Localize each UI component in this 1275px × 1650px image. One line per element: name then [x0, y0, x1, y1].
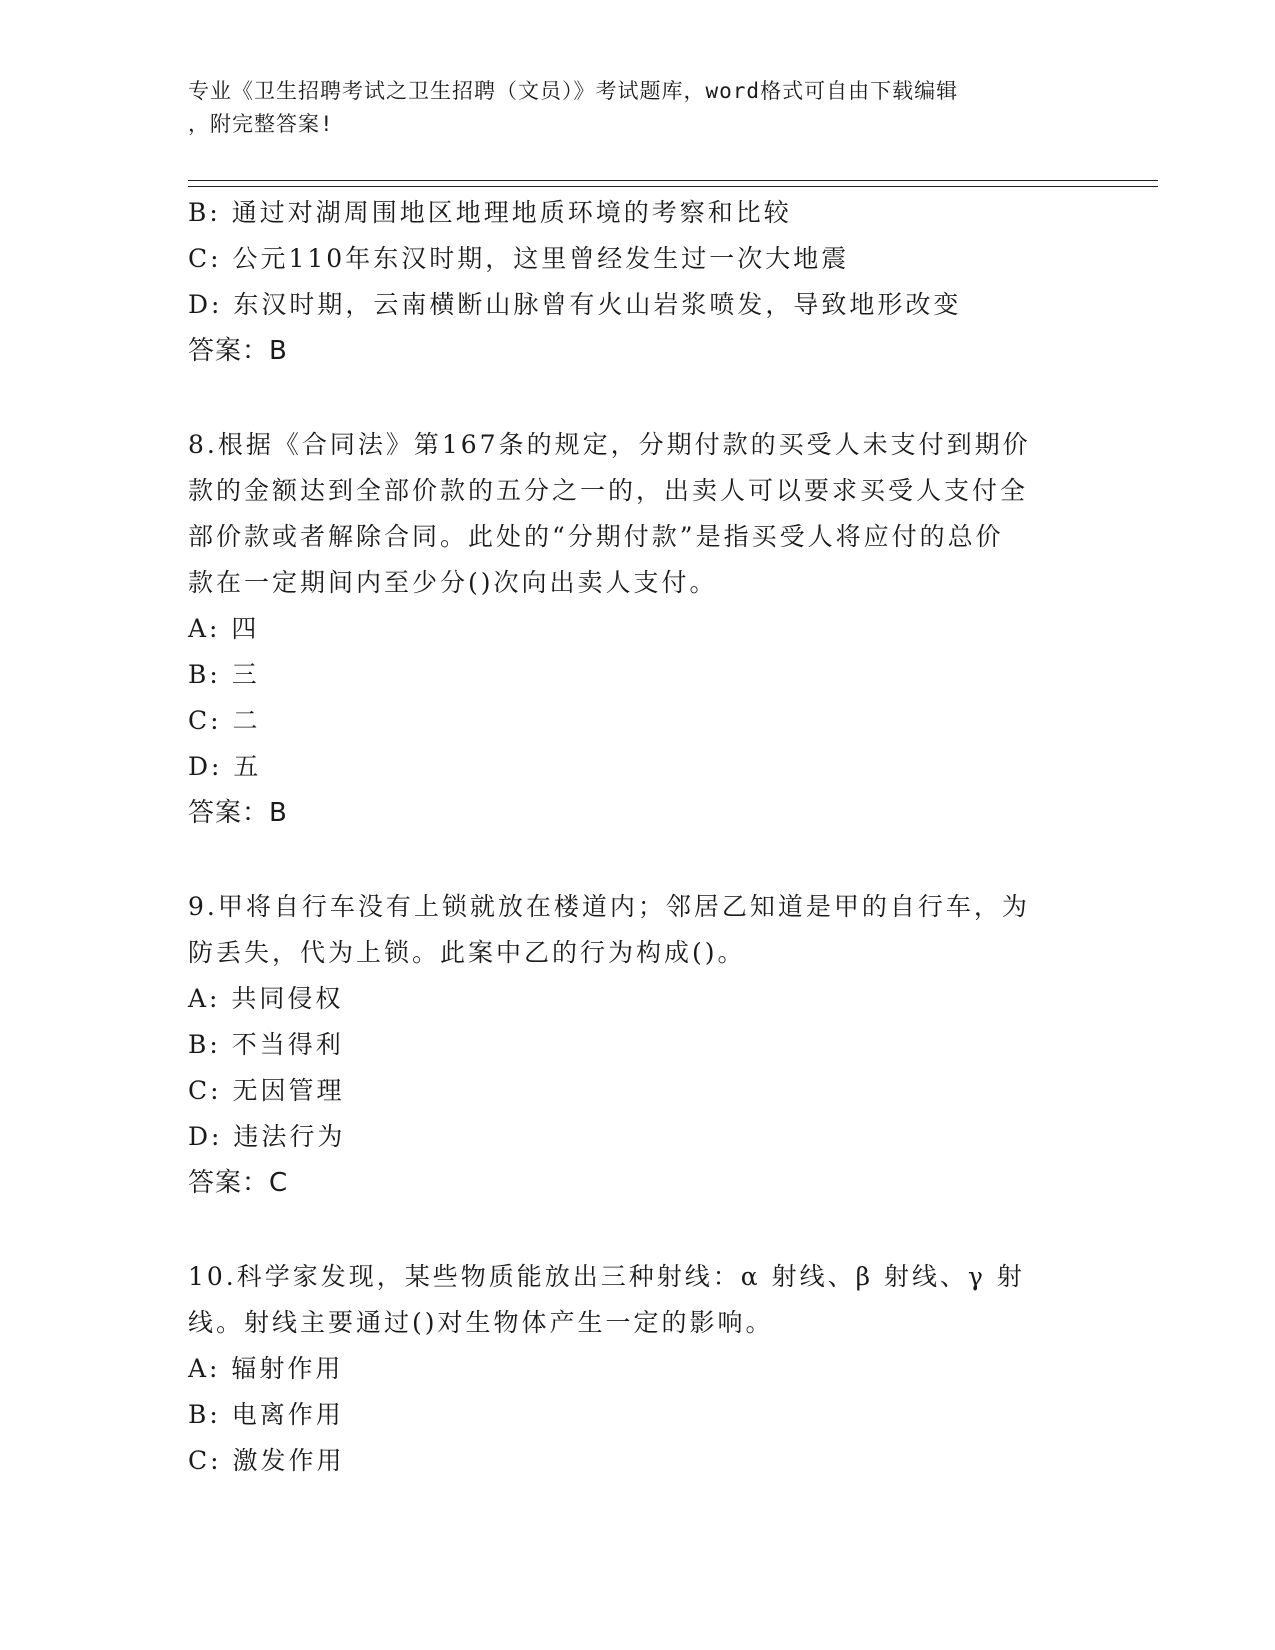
header-title-line-2: ，附完整答案! [188, 112, 334, 136]
q8-stem-line-1: 8.根据《合同法》第167条的规定，分期付款的买受人未支付到期价 [188, 430, 1031, 459]
q9-option-d: D: 违法行为 [188, 1122, 346, 1151]
q9-option-a: A: 共同侵权 [188, 984, 344, 1013]
q9-answer: 答案：C [188, 1168, 289, 1198]
q9-stem-line-1: 9.甲将自行车没有上锁就放在楼道内；邻居乙知道是甲的自行车，为 [188, 892, 1030, 921]
q7-option-d: D: 东汉时期，云南横断山脉曾有火山岩浆喷发，导致地形改变 [188, 290, 962, 319]
q8-stem-line-4: 款在一定期间内至少分()次向出卖人支付。 [188, 568, 718, 597]
q10-option-a: A: 辐射作用 [188, 1354, 344, 1383]
header-double-rule [188, 180, 1158, 187]
q10-stem-line-2: 线。射线主要通过()对生物体产生一定的影响。 [188, 1308, 774, 1337]
q8-answer: 答案：B [188, 798, 288, 828]
q8-stem-line-2: 款的金额达到全部价款的五分之一的，出卖人可以要求买受人支付全 [188, 476, 1029, 505]
spacer [188, 374, 1088, 422]
q9-option-c: C: 无因管理 [188, 1076, 345, 1105]
q10-option-b: B: 电离作用 [188, 1400, 344, 1429]
spacer [188, 1206, 1088, 1254]
q8-option-c: C: 二 [188, 706, 261, 735]
q8-option-d: D: 五 [188, 752, 262, 781]
q8-stem-line-3: 部价款或者解除合同。此处的“分期付款”是指买受人将应付的总价 [188, 522, 1004, 551]
question-9 [188, 884, 1088, 1206]
page-header [188, 75, 1088, 141]
spacer [188, 836, 1088, 884]
question-7-tail [188, 190, 1088, 374]
q7-option-b: B: 通过对湖周围地区地理地质环境的考察和比较 [188, 198, 792, 227]
q9-stem-line-2: 防丢失，代为上锁。此案中乙的行为构成()。 [188, 938, 746, 967]
q7-option-c: C: 公元110年东汉时期，这里曾经发生过一次大地震 [188, 244, 850, 273]
q8-option-a: A: 四 [188, 614, 260, 643]
header-title-line-1: 专业《卫生招聘考试之卫生招聘（文员）》考试题库，word格式可自由下载编辑 [188, 79, 959, 103]
question-8 [188, 422, 1088, 836]
q9-option-b: B: 不当得利 [188, 1030, 344, 1059]
q7-answer: 答案：B [188, 336, 288, 366]
question-content [188, 190, 1088, 1484]
question-10 [188, 1254, 1088, 1484]
q10-stem-line-1: 10.科学家发现，某些物质能放出三种射线：α 射线、β 射线、γ 射 [188, 1262, 1025, 1291]
q8-option-b: B: 三 [188, 660, 260, 689]
q10-option-c: C: 激发作用 [188, 1446, 345, 1475]
